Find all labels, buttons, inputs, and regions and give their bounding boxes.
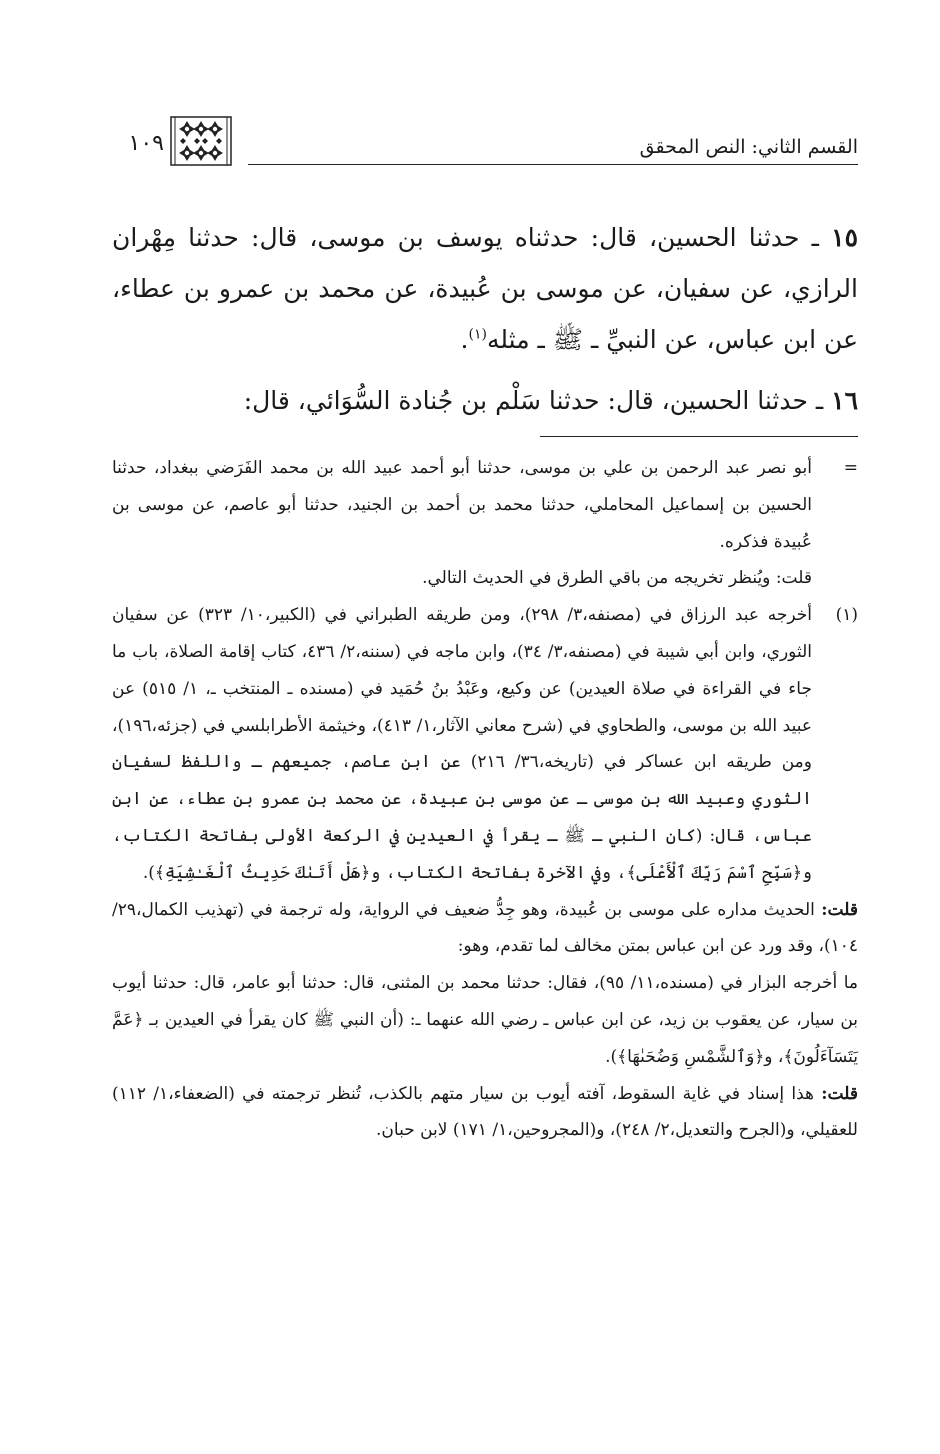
hadith-end: .: [460, 325, 469, 354]
remark-text: ويُنظر تخريجه من باقي الطرق في الحديث التالي.: [422, 568, 771, 589]
footnote-remark: [112, 892, 858, 966]
remark-label: قلت:: [821, 1083, 858, 1104]
footnote-1: [112, 597, 858, 891]
footnote-separator: [540, 436, 858, 437]
footnote-text: أبو نصر عبد الرحمن بن علي بن موسى، حدثنا أبو أحمد عبيد الله بن محمد الفَرَضي ببغداد، حدثنا الحسين بن إسماعيل المحاملي، حدثنا محمد بن أحمد بن الجنيد، حدثنا أبو عاصم، عن موسى بن عُبيدة فذكره.: [112, 458, 812, 552]
main-text: [112, 212, 858, 426]
section-title: القسم الثاني: النص المحقق: [639, 136, 858, 158]
footnote-remark: [112, 560, 812, 597]
hadith-number: ١٦: [831, 386, 858, 415]
continuation-marker: =: [843, 458, 858, 478]
remark-label: قلت:: [821, 899, 858, 920]
hadith-number: ١٥: [831, 223, 858, 252]
hadith-text: ـ حدثنا الحسين، قال: حدثناه يوسف بن موسى، قال: حدثنا مِهْران الرازي، عن سفيان، عن موسى بن عُبيدة، عن محمد بن عمرو بن عطاء، عن ابن عباس، عن النبيِّ ـ ﷺ ـ مثله: [112, 223, 858, 354]
running-header: [108, 108, 858, 166]
remark-label: قلت:: [775, 568, 812, 589]
hadith-15: [112, 212, 858, 365]
hadith-text: ـ حدثنا الحسين، قال: حدثنا سَلْم بن جُنادة السُّوَائي، قال:: [243, 386, 824, 415]
footnote-text: أخرجه عبد الرزاق في (مصنفه،٣/ ٢٩٨)، ومن طريقه الطبراني في (الكبير،١٠/ ٣٢٣) عن سفيان الثوري، وابن أبي شيبة في (مصنفه،٣/ ٣٤)، وابن ماجه في (سننه،٢/ ٤٣٦، كتاب إقامة الصلاة، باب ما جاء في القراءة في صلاة العيدين) عن وكيع، وعَبْدُ بنُ حُمَيد في (مسنده ـ المنتخب ـ، ١/ ٥١٥) عن عبيد الله بن موسى، والطحاوي في (شرح معاني الآثار،١/ ٤١٣)، وخيثمة الأطرابلسي في (جزئه،١٩٦)، ومن طريقه ابن عساكر في (تاريخه،٣٦/ ٢١٦) عن ابن عاصم، جميعهم ـ واللفظ لسفيان الثوري وعبيد الله بن موسى ـ عن موسى بن عبيدة، عن محمد بن عمرو بن عطاء، عن ابن عباس، قال: (كان النبي ـ ﷺ ـ يقرأ في العيدين في الركعة الأولى بفاتحة الكتاب، و﴿سَبِّحِ ٱسْمَ رَبِّكَ ٱلْأَعْلَى﴾، وفي الآخرة بفاتحة الكتاب، و﴿هَلْ أَتَىٰكَ حَدِيثُ ٱلْغَـٰشِيَةِ﴾).: [112, 605, 812, 883]
footnote-remark: [112, 1076, 858, 1150]
footnote-reference[interactable]: (١): [468, 326, 487, 343]
footnotes: [112, 450, 858, 1149]
header-rule: [248, 164, 858, 165]
ornament-icon: [170, 116, 232, 166]
remark-text: الحديث مداره على موسى بن عُبيدة، وهو جِدُّ ضعيف في الرواية، وله ترجمة في (تهذيب الكمال،٢٩/ ١٠٤)، وقد ورد عن ابن عباس بمتن مخالف لما تقدم، وهو:: [112, 899, 858, 957]
footnote-marker: (١): [835, 605, 858, 626]
footnote-continuation: [112, 450, 858, 597]
remark-text: هذا إسناد في غاية السقوط، آفته أيوب بن سيار متهم بالكذب، تُنظر ترجمته في (الضعفاء،١/ ١١٢) للعقيلي، و(الجرح والتعديل،٢/ ٢٤٨)، و(المجروحين،١/ ١٧١) لابن حبان.: [112, 1083, 858, 1141]
hadith-16: [112, 375, 858, 426]
footnote-bazzar: ما أخرجه البزار في (مسنده،١١/ ٩٥)، فقال: حدثنا محمد بن المثنى، قال: حدثنا أبو عامر، قال: حدثنا أيوب بن سيار، عن يعقوب بن زيد، عن ابن عباس ـ رضي الله عنهما ـ: (أن النبي ﷺ كان يقرأ في العيدين بـ ﴿عَمَّ يَتَسَآءَلُونَ﴾، و﴿وَٱلشَّمْسِ وَضُحَىٰهَا﴾).: [112, 973, 858, 1067]
page-number: ١٠٩: [128, 131, 164, 156]
